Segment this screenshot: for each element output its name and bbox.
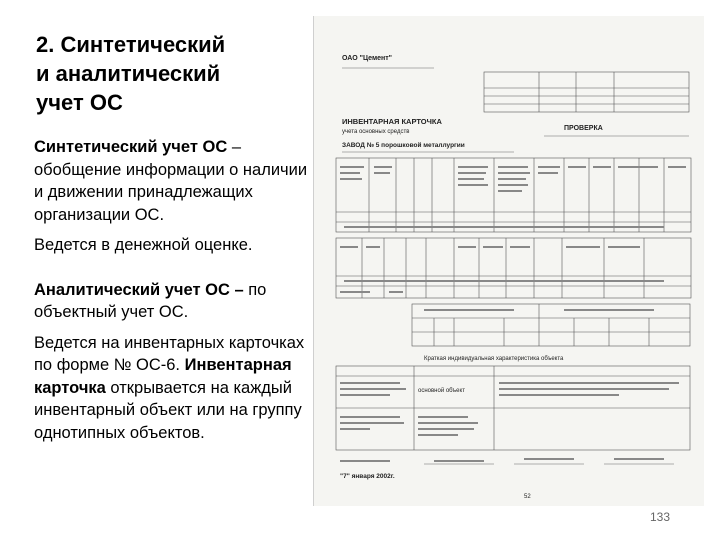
page-number: 133 (650, 510, 671, 524)
scan-company: ОАО "Цемент" (342, 55, 392, 62)
scan-card-title: ИНВЕНТАРНАЯ КАРТОЧКА (342, 117, 442, 126)
scan-material: основной объект (418, 388, 465, 394)
card-definition: открывается на каждый инвентарный объект или на группу однотипных объектов. (34, 378, 302, 442)
paragraph-analytic (34, 279, 316, 324)
title-line-2: и аналитический (36, 61, 221, 86)
analytic-definition: по объектный учет ОС. (34, 280, 267, 321)
paragraph-synthetic (34, 136, 316, 226)
synthetic-definition: – обобщение информации о наличии и движении принадлежащих организации ОС. (34, 138, 308, 224)
title-line-3: учет ОС (36, 90, 123, 115)
title-line-1: 2. Синтетический (36, 32, 226, 57)
paragraph-monetary: Ведется в денежной оценке. (34, 236, 253, 254)
inventory-card-image (314, 16, 704, 506)
synthetic-term: Синтетический учет ОС (34, 138, 228, 156)
cards-text: Ведется на инвентарных карточках по форме № ОС-6. (34, 333, 305, 374)
slide-title (36, 30, 296, 117)
inventory-card-scan (313, 16, 704, 506)
scan-card-subtitle: учета основных средств (342, 129, 410, 135)
analytic-term: Аналитический учет ОС – (34, 280, 244, 299)
slide-body (34, 136, 316, 444)
paragraph-cards (34, 332, 316, 445)
scan-section-title: Краткая индивидуальная характеристика объекта (424, 356, 564, 362)
scan-date: "7" января 2002г. (340, 473, 395, 480)
card-term: Инвентарная карточка (34, 356, 292, 397)
scan-page: 52 (524, 494, 531, 500)
scan-stamp: ПРОВЕРКА (564, 125, 603, 132)
scan-object-name: ЗАВОД № 5 порошковой металлургии (342, 142, 465, 149)
